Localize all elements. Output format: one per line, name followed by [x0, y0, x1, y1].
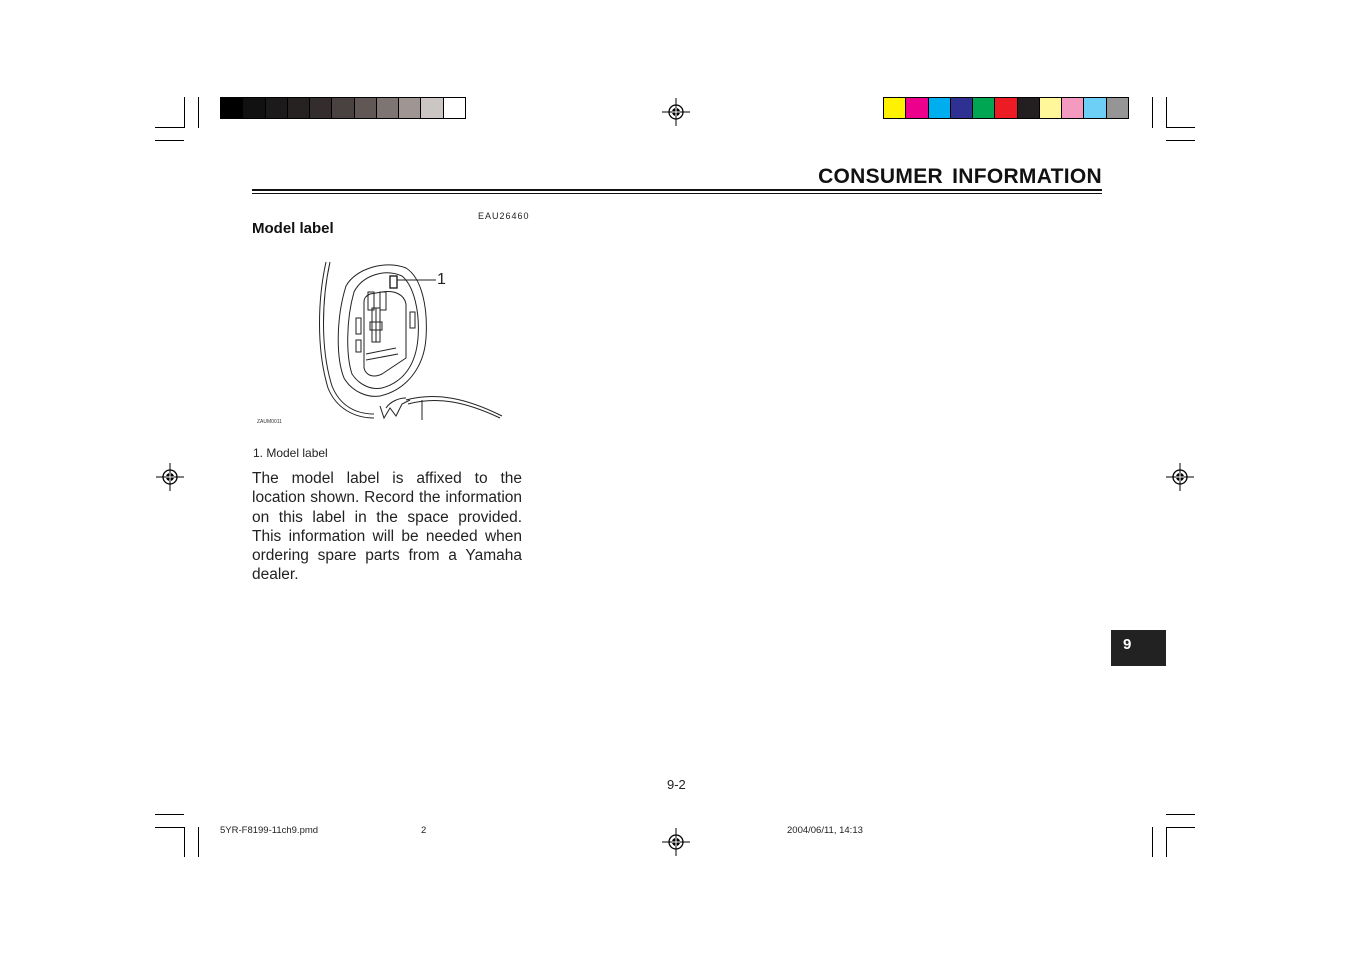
crop-mark	[1166, 827, 1195, 828]
color-swatch	[884, 98, 906, 118]
section-code: EAU26460	[478, 211, 530, 221]
crop-mark	[1166, 827, 1167, 857]
header-rule	[252, 189, 1102, 191]
color-swatch	[906, 98, 928, 118]
crop-mark	[1166, 127, 1195, 128]
section-title: Model label	[252, 220, 334, 237]
color-swatch	[221, 98, 243, 118]
registration-mark-icon	[156, 463, 184, 491]
color-swatch	[929, 98, 951, 118]
color-swatch	[266, 98, 288, 118]
color-swatch	[1062, 98, 1084, 118]
page-header-title: CONSUMER INFORMATION	[818, 165, 1102, 188]
color-swatch	[951, 98, 973, 118]
model-label-location-illustration	[256, 258, 516, 428]
callout-number: 1	[437, 271, 446, 288]
registration-mark-icon	[662, 828, 690, 856]
crop-mark	[1166, 97, 1167, 128]
crop-mark	[1166, 814, 1195, 815]
color-swatch	[332, 98, 354, 118]
crop-mark	[155, 127, 184, 128]
footer-page: 2	[421, 825, 427, 836]
header-rule	[252, 193, 1102, 194]
crop-mark	[1152, 827, 1153, 857]
crop-mark	[155, 140, 184, 141]
color-swatch	[399, 98, 421, 118]
crop-mark	[1152, 97, 1153, 128]
color-swatch	[973, 98, 995, 118]
crop-mark	[184, 97, 185, 128]
registration-mark-icon	[662, 98, 690, 126]
grayscale-color-bar	[220, 97, 466, 119]
color-swatch	[288, 98, 310, 118]
page-number: 9-2	[667, 777, 686, 792]
crop-mark	[198, 97, 199, 128]
crop-mark	[155, 814, 184, 815]
footer-filename: 5YR-F8199-11ch9.pmd	[220, 825, 319, 836]
crop-mark	[198, 827, 199, 857]
figure-image-code: ZAUM0011	[257, 419, 282, 425]
crop-mark	[1166, 140, 1195, 141]
color-swatch	[1040, 98, 1062, 118]
crop-mark	[184, 827, 185, 857]
color-swatch	[995, 98, 1017, 118]
body-paragraph: The model label is affixed to the location shown. Record the information on this label in the space provided. This information will be needed when ordering spare parts from a Yamaha dealer.	[252, 470, 522, 584]
color-swatch	[377, 98, 399, 118]
process-color-bar	[883, 97, 1129, 119]
footer-timestamp: 2004/06/11, 14:13	[787, 825, 863, 836]
color-swatch	[1018, 98, 1040, 118]
color-swatch	[444, 98, 465, 118]
chapter-tab: 9	[1111, 630, 1166, 666]
crop-mark	[155, 827, 184, 828]
color-swatch	[1084, 98, 1106, 118]
color-swatch	[243, 98, 265, 118]
figure-caption: 1. Model label	[253, 446, 328, 460]
color-swatch	[421, 98, 443, 118]
color-swatch	[355, 98, 377, 118]
color-swatch	[1107, 98, 1128, 118]
registration-mark-icon	[1166, 463, 1194, 491]
color-swatch	[310, 98, 332, 118]
